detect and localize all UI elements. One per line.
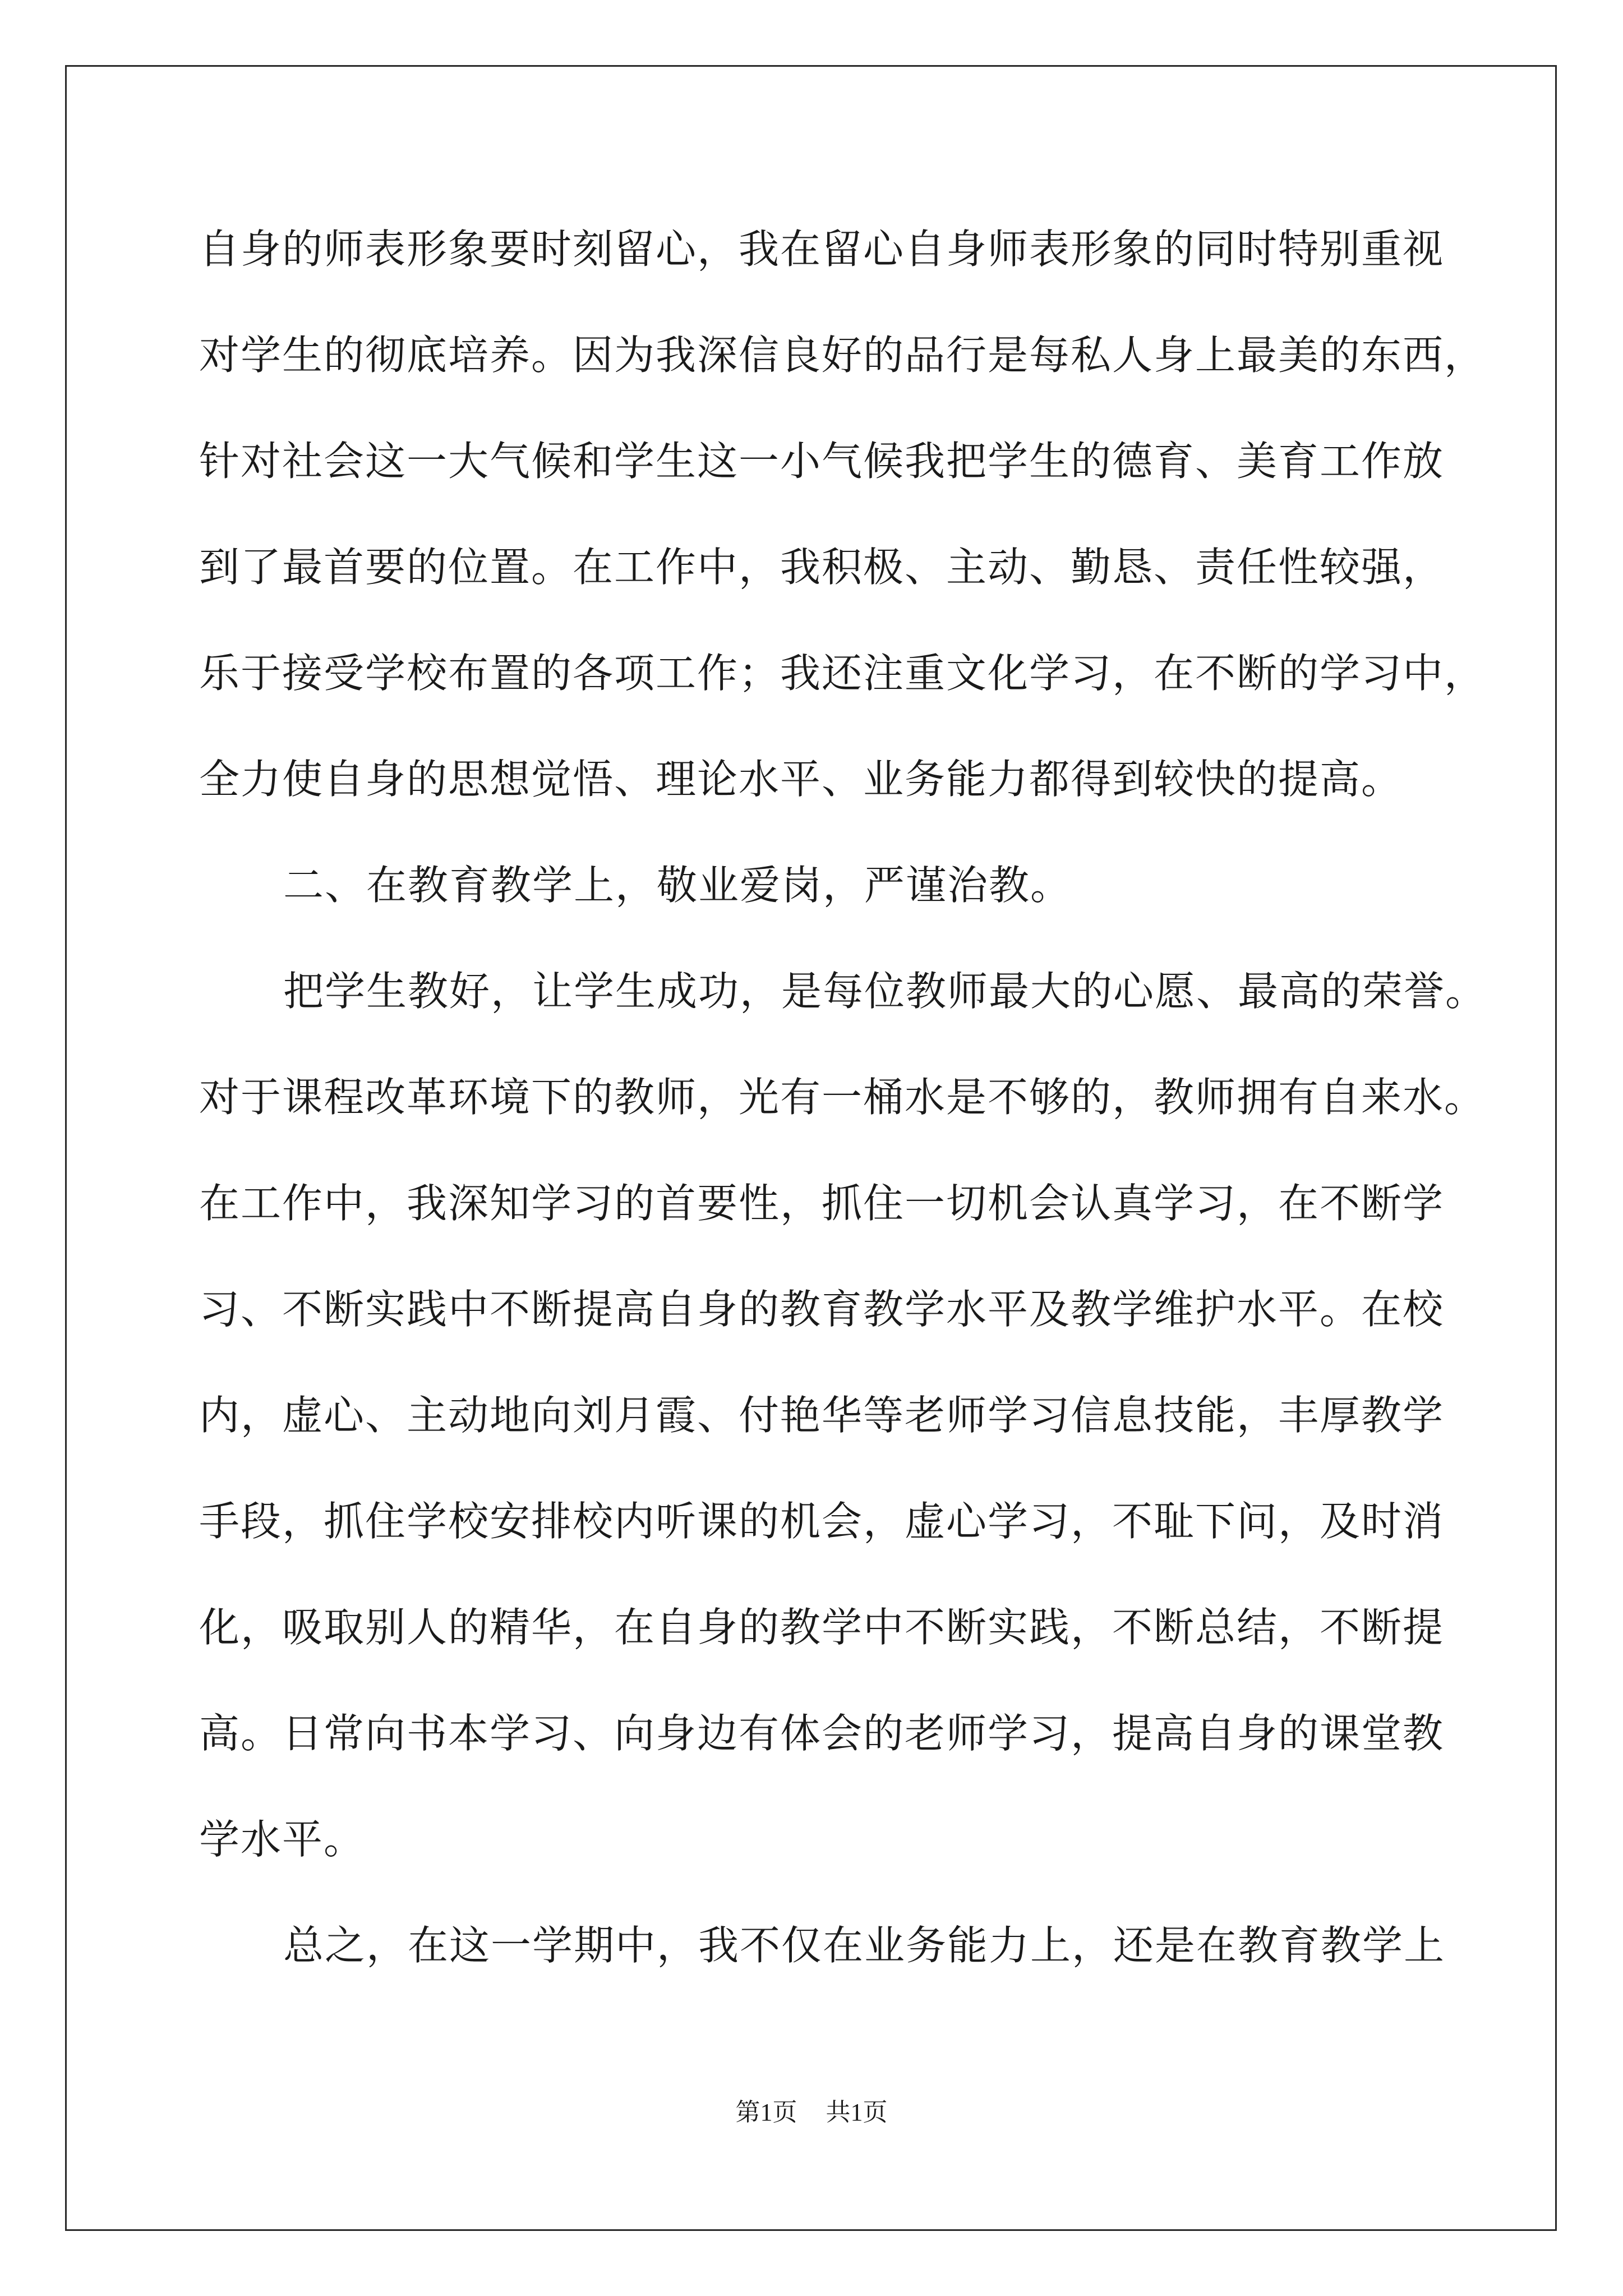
text-line: 手段，抓住学校安排校内听课的机会，虚心学习，不耻下问，及时消 [199,1498,1445,1545]
text-line: 在工作中，我深知学习的首要性，抓住一切机会认真学习，在不断学 [199,1180,1445,1227]
text-line: 对于课程改革环境下的教师，光有一桶水是不够的，教师拥有自来水。 [199,1074,1486,1121]
text-line: 全力使自身的思想觉悟、理论水平、业务能力都得到较快的提高。 [199,756,1403,803]
text-line: 对学生的彻底培养。因为我深信良好的品行是每私人身上最美的东西， [199,332,1486,379]
text-line: 习、不断实践中不断提高自身的教育教学水平及教学维护水平。在校 [199,1286,1445,1333]
document-body [199,215,1487,2018]
page-number-total: 共1页 [826,2099,888,2126]
text-line: 化，吸取别人的精华，在自身的教学中不断实践，不断总结，不断提 [199,1604,1445,1651]
page-footer [0,2096,1623,2129]
text-line: 总之，在这一学期中，我不仅在业务能力上，还是在教育教学上 [283,1922,1446,1969]
text-line: 到了最首要的位置。在工作中，我积极、主动、勤恳、责任性较强， [199,544,1445,591]
section-heading: 二、在教育教学上，敬业爱岗，严谨治教。 [283,862,1072,909]
text-line: 学水平。 [199,1816,366,1863]
text-line: 自身的师表形象要时刻留心，我在留心自身师表形象的同时特别重视 [199,226,1445,273]
text-line: 乐于接受学校布置的各项工作；我还注重文化学习，在不断的学习中， [199,650,1486,697]
text-line: 内，虚心、主动地向刘月霞、付艳华等老师学习信息技能，丰厚教学 [199,1392,1445,1439]
text-line: 针对社会这一大气候和学生这一小气候我把学生的德育、美育工作放 [199,438,1445,485]
page-number-current: 第1页 [735,2099,797,2126]
text-line: 把学生教好，让学生成功，是每位教师最大的心愿、最高的荣誉。 [283,968,1487,1015]
text-line: 高。日常向书本学习、向身边有体会的老师学习，提高自身的课堂教 [199,1710,1445,1757]
